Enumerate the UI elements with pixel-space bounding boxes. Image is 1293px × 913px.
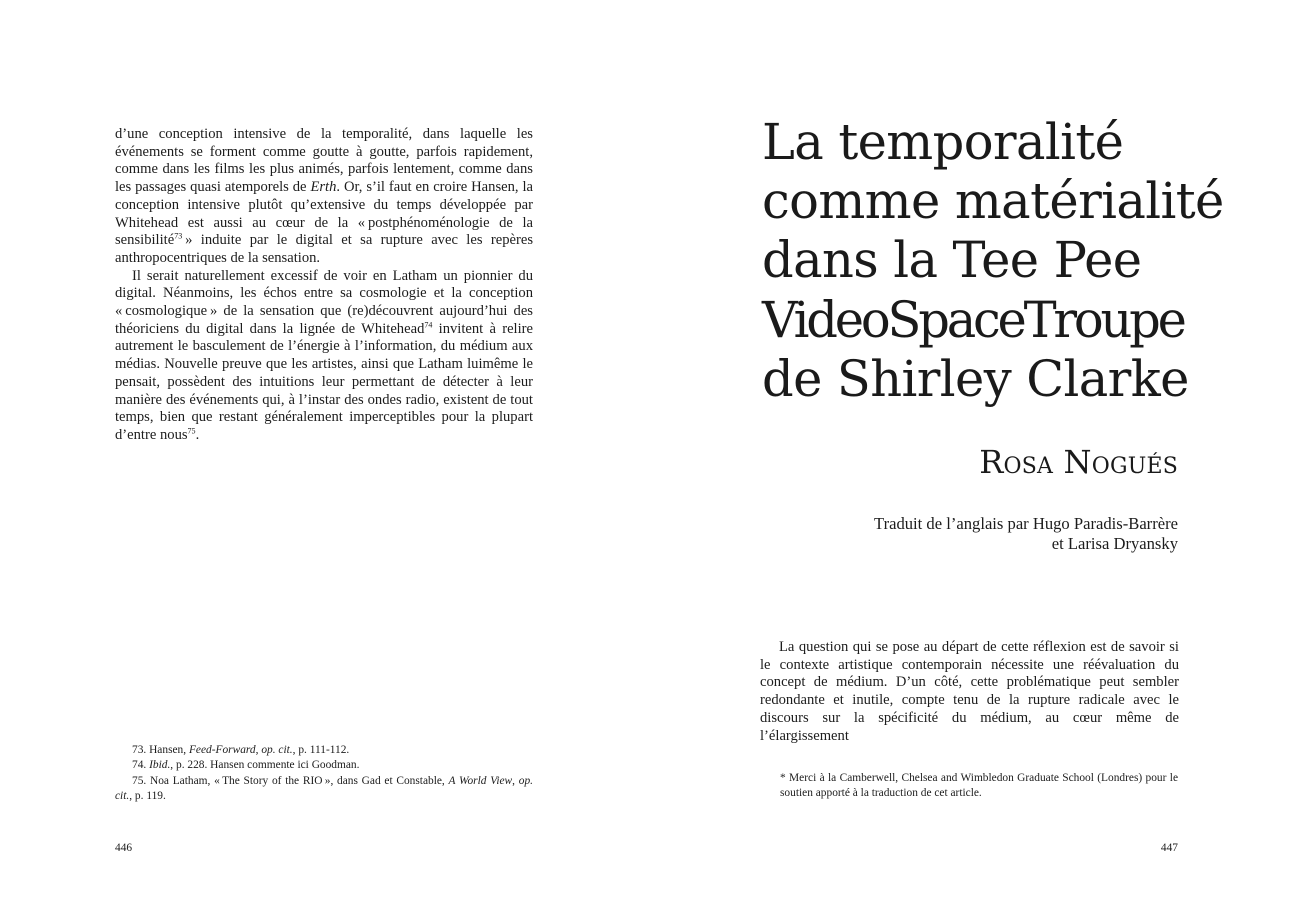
body-paragraph-1: d’une conception intensive de la temporalité, dans laquelle les événements se forment comme goutte à goutte, parfois rapidement, comme dans les films les plus animés, parfois lentement, comme dans les passages quasi atemporels de Erth. Or, s’il faut en croire Hansen, la conception intensive plutôt qu’extensive du temps développée par Whitehead est aussi au cœur de la « postphénoménologie de la sensibilité$^{73}$ » induite par le digital et sa rupture avec les repères anthropocentriques de la sensation. [115, 126, 533, 266]
footnote-75: 75. Noa Latham, « The Story of the RIO », dans Gad et Constable, A World View, op. cit., p. 119. [115, 774, 533, 803]
acknowledgement-text: * Merci à la Camberwell, Chelsea and Wimbledon Graduate School (Londres) pour le soutien apporté à la traduction de cet article. [780, 772, 1178, 800]
italic-text: A World View [448, 774, 513, 787]
italic-text: Feed-Forward [188, 744, 256, 756]
footnote-ref: 74 [424, 320, 433, 330]
right-body-paragraph: La question qui se pose au départ de cette réflexion est de savoir si le contexte artistique contemporain nécessite une réévaluation du concept de médium. D’un côté, cette problématique peut sembler redondante et inutile, compte tenu de la rupture radicale avec le discours sur la spécificité du médium, au cœur même de l’élargissement [760, 639, 1179, 744]
translator-credit [758, 514, 1178, 554]
title-line-3: dans la Tee Pee [762, 231, 1142, 290]
title-line-1: La temporalité [762, 113, 1124, 171]
italic-text: Ibid. [149, 759, 171, 772]
author-name: Rosa Nogués [979, 443, 1178, 481]
left-footnotes [115, 743, 533, 805]
footnote-74: 74. Ibid., p. 228. Hansen commente ici Goodman. [132, 759, 360, 772]
title-line-4: VideoSpaceTroupe [762, 290, 1184, 349]
acknowledgement-note [780, 771, 1178, 802]
right-body-text [760, 639, 1179, 745]
title-line-5: de Shirley Clarke [762, 349, 1189, 408]
italic-text: op. cit. [261, 744, 293, 756]
page-number-left: 446 [115, 842, 133, 854]
footnote-ref: 75 [187, 426, 196, 436]
right-page [646, 0, 1293, 913]
italic-text: op. cit. [115, 774, 533, 803]
page-number-right: 447 [1160, 842, 1178, 854]
body-paragraph-2: Il serait naturellement excessif de voir en Latham un pionnier du digital. Néanmoins, les échos entre sa cosmologie et la conception « cosmologique » de la sensation que (re)découvrent aujourd’hui des théoriciens du digital dans la lignée de Whitehead$^{74}$ invitent à relire autrement le basculement de l’énergie à l’information, du médium aux médias. Nouvelle preuve que les artistes, ainsi que Latham luimême le pensait, possèdent des intuitions leur permettant de détecter à leur manière des événements qui, à l’instar des ondes radio, existent de tout temps, bien que restant généralement imperceptibles pour la plupart d’entre nous$^{75}$. [115, 267, 534, 443]
translator-line-1: Traduit de l’anglais par Hugo Paradis-Barrère [874, 514, 1178, 533]
italic-text: Erth [310, 179, 337, 196]
title-line-2: comme matérialité [762, 172, 1224, 231]
left-page [0, 0, 646, 913]
footnote-ref: 73 [174, 231, 183, 241]
article-title [762, 113, 1224, 409]
footnote-73: 73. Hansen, Feed-Forward, op. cit., p. 111-112. [132, 744, 350, 756]
translator-line-2: et Larisa Dryansky [1051, 534, 1178, 553]
left-body-text [115, 126, 533, 445]
